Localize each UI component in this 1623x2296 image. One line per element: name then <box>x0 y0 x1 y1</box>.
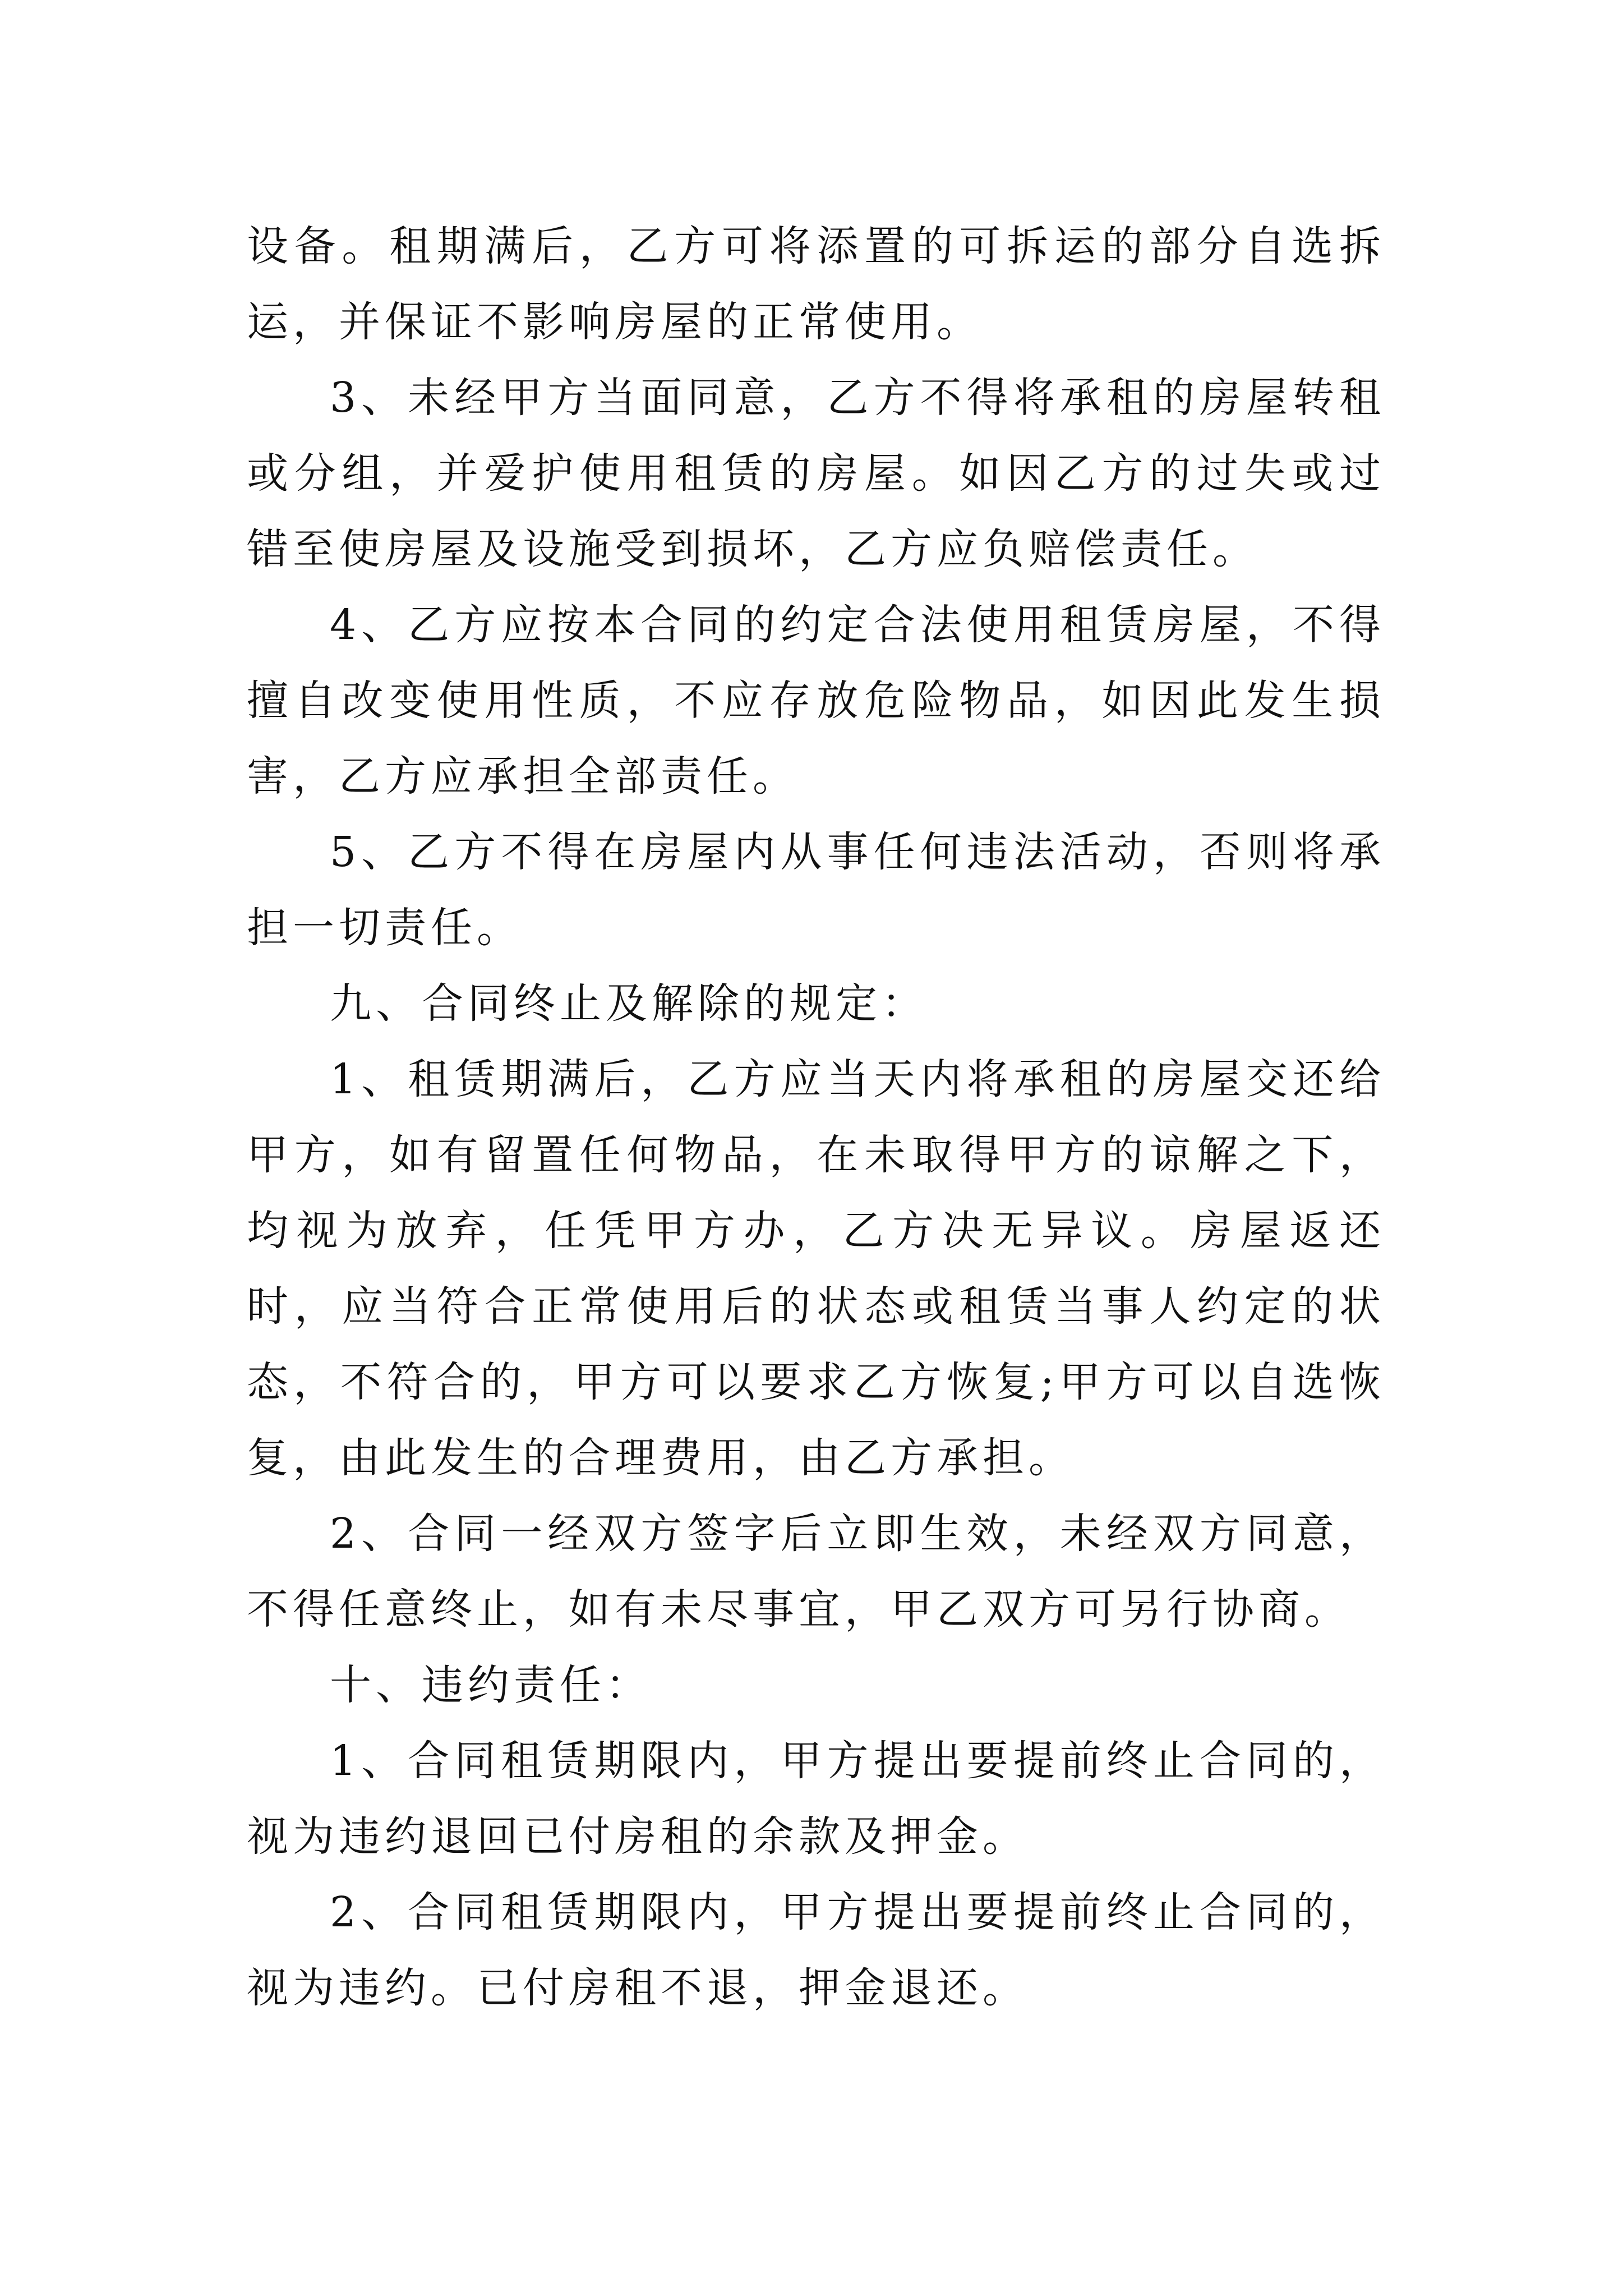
paragraph-liability-1: 1、合同租赁期限内，甲方提出要提前终止合同的，视为违约退回已付房租的余款及押金。 <box>247 1737 1385 1861</box>
paragraph-clause-3: 3、未经甲方当面同意，乙方不得将承租的房屋转租或分组，并爱护使用租赁的房屋。如因乙方的过失或过错至使房屋及设施受到损坏，乙方应负赔偿责任。 <box>247 374 1385 573</box>
paragraph-termination-1: 1、租赁期满后，乙方应当天内将承租的房屋交还给甲方，如有留置任何物品，在未取得甲方的谅解之下，均视为放弃，任凭甲方办，乙方决无异议。房屋返还时，应当符合正常使用后的状态或租赁当事人约定的状态，不符合的，甲方可以要求乙方恢复;甲方可以自选恢复，由此发生的合理费用，由乙方承担。 <box>247 1055 1385 1482</box>
paragraph-continuation: 设备。租期满后，乙方可将添置的可拆运的部分自选拆运，并保证不影响房屋的正常使用。 <box>247 222 1385 346</box>
paragraph-termination-2: 2、合同一经双方签字后立即生效，未经双方同意，不得任意终止，如有未尽事宜，甲乙双方可另行协商。 <box>247 1510 1385 1634</box>
paragraph-clause-4: 4、乙方应按本合同的约定合法使用租赁房屋，不得擅自改变使用性质，不应存放危险物品，如因此发生损害，乙方应承担全部责任。 <box>247 601 1385 800</box>
paragraph-liability-2: 2、合同租赁期限内，甲方提出要提前终止合同的，视为违约。已付房租不退，押金退还。 <box>247 1888 1385 2012</box>
section-heading-liability: 十、违约责任： <box>330 1661 652 1709</box>
paragraph-clause-5: 5、乙方不得在房屋内从事任何违法活动，否则将承担一切责任。 <box>247 828 1385 952</box>
section-heading-termination: 九、合同终止及解除的规定： <box>330 979 928 1028</box>
contract-text-body <box>247 209 1385 2026</box>
